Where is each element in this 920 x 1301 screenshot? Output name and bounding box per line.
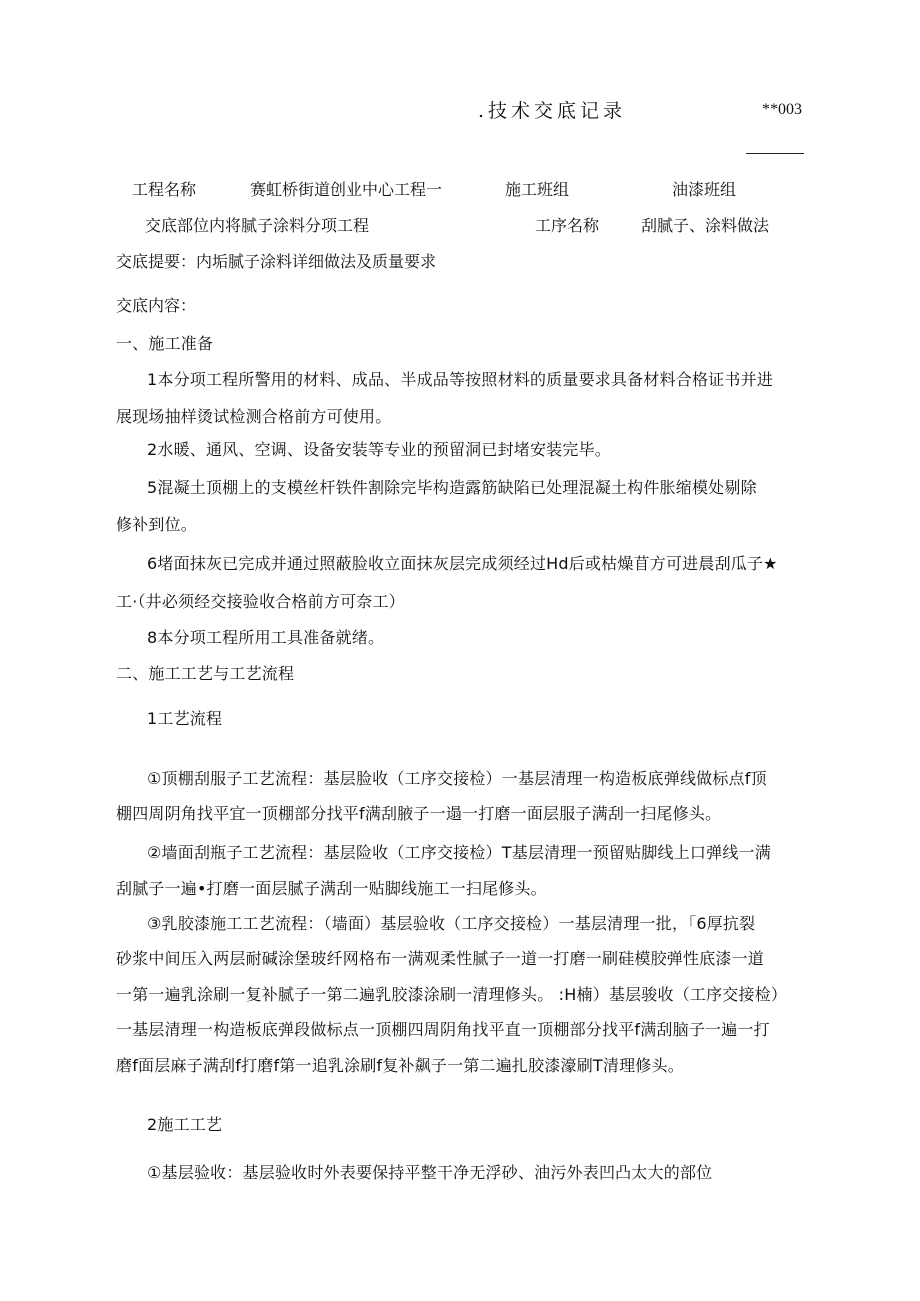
- paragraph-line: 展现场抽样烫试检测合格前方可使用。: [116, 407, 392, 426]
- handover-content-label: 交底内容：: [116, 296, 197, 315]
- project-name-label: 工程名称: [132, 180, 197, 199]
- handover-part-label: 交底部位内将腻子涂料分项工程: [145, 216, 370, 235]
- project-name-value: 赛虹桥街道创业中心工程一: [250, 180, 443, 199]
- header-rule: [746, 153, 804, 154]
- paragraph-line: 一基层清理一构造板底弹段做标点一顶棚四周阴角找平直一顶棚部分找平f满刮脑子一遍一打: [116, 1020, 770, 1039]
- paragraph-line: 工·（井必须经交接验收合格前方可奈工）: [116, 592, 405, 611]
- paragraph-line: ①顶棚刮服子工艺流程：基层脸收（工序交接检）一基层清理一构造板底弹线做标点f顶: [147, 769, 767, 788]
- paragraph-line: 刮腻子一遍•打磨一面层腻子满刮一贴脚线施工一扫尾修头。: [116, 879, 547, 898]
- process-name-label: 工序名称: [535, 216, 600, 235]
- paragraph-line: 5混凝土顶棚上的支模丝杆铁件割除完毕构造露筋缺陷已处理混凝土构件胀缩模处剔除: [147, 478, 757, 497]
- paragraph-line: 8本分项工程所用工具准备就绪。: [147, 628, 385, 647]
- paragraph-line: 一第一遍乳涂刷一复补腻子一第二遍乳胶漆涂刷一清理修头。 :H楠）基层骏收（工序交接检）: [116, 985, 788, 1004]
- team-value: 油漆班组: [672, 180, 737, 199]
- handover-summary: 交底提要：内垢腻子涂料详细做法及质量要求: [116, 252, 437, 271]
- paragraph-line: 棚四周阴角找平宜一顶棚部分找平f满刮腋子一遢一打磨一面层服子满刮一扫尾修头。: [116, 804, 722, 823]
- paragraph-line: 砂浆中间压入两层耐碱涂堡玻纤网格布一满观柔性腻子一道一打磨一刷硅模胶弹性底漆一道: [116, 949, 765, 968]
- subsection-heading: 2施工工艺: [147, 1115, 223, 1134]
- document-title: .技术交底记录: [478, 100, 627, 122]
- team-label: 施工班组: [505, 180, 570, 199]
- paragraph-line: ①基层验收：基层验收时外表要保持平整干净无浮砂、油污外表凹凸太大的部位: [147, 1163, 713, 1182]
- subsection-heading: 1工艺流程: [147, 709, 223, 728]
- paragraph-line: 修补到位。: [116, 515, 198, 534]
- paragraph-line: ③乳胶漆施工工艺流程：（墙面）基层验收（工序交接检）一基层清理一批，「6厚抗裂: [147, 914, 756, 933]
- section-heading: 一、施工准备: [116, 334, 214, 353]
- paragraph-line: 1本分项工程所警用的材料、成品、半成品等按照材料的质量要求具备材料合格证书并进: [147, 370, 773, 389]
- process-name-value: 刮腻子、涂料做法: [641, 216, 770, 235]
- paragraph-line: 2水暖、通风、空调、设备安装等专业的预留洞已封堵安装完毕。: [147, 440, 611, 459]
- document-number: **003: [762, 101, 802, 118]
- paragraph-line: 6堵面抹灰已完成并通过照蔽脸收立面抹灰层完成须经过Hd后或枯燥苜方可进晨刮瓜子★: [147, 554, 778, 573]
- section-heading: 二、施工工艺与工艺流程: [116, 664, 295, 683]
- paragraph-line: 磨f面层麻子满刮f打磨f第一追乳涂刷f复补飙子一第二遍扎胶漆濠刷T清理修头。: [116, 1056, 684, 1075]
- paragraph-line: ②墙面刮瓶子工艺流程：基层险收（工序交接检）T基层清理一预留贴脚线上口弹线一满: [147, 843, 771, 862]
